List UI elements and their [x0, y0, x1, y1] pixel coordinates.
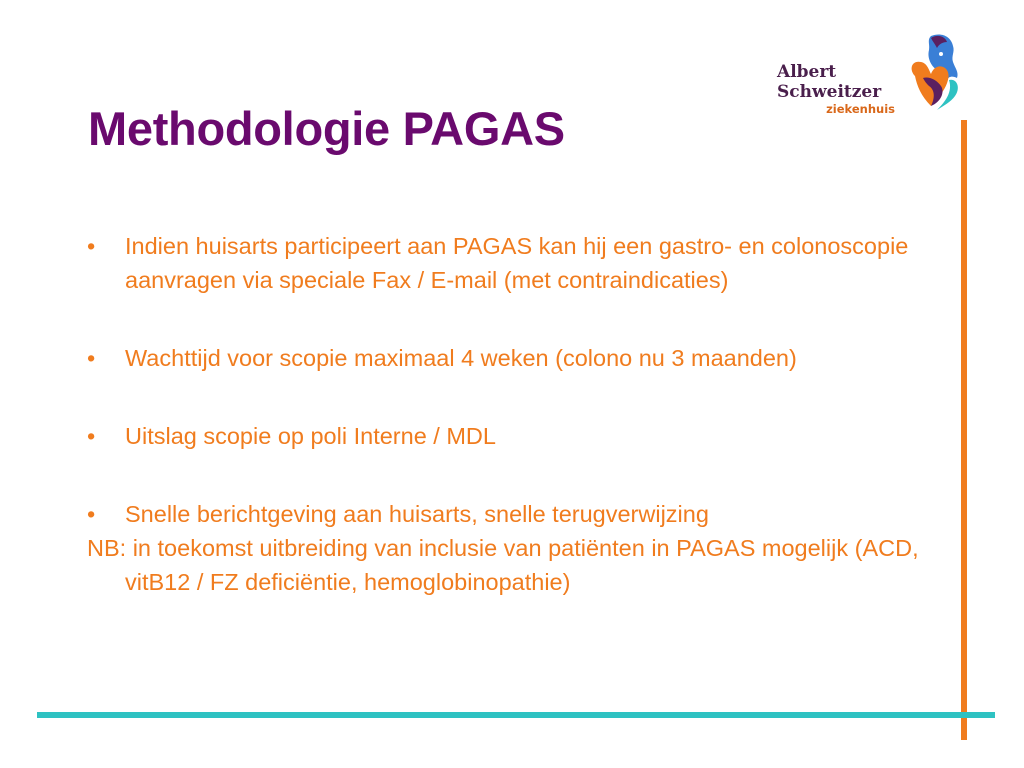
logo-line-albert: Albert	[777, 62, 837, 82]
slide-title: Methodologie PAGAS	[88, 102, 565, 155]
bullet-item	[87, 419, 927, 453]
bullet-text: Uitslag scopie op poli Interne / MDL	[125, 423, 496, 449]
bullet-item	[87, 497, 927, 531]
profile-heart-hand-icon	[901, 32, 965, 122]
bullet-text: Snelle berichtgeving aan huisarts, snelle terugverwijzing	[125, 501, 709, 527]
bullet-marker: •	[87, 233, 96, 259]
bullet-item	[87, 341, 927, 375]
note-paragraph: NB: in toekomst uitbreiding van inclusie van patiënten in PAGAS mogelijk (ACD, vitB12 / FZ deficiëntie, hemoglobinopathie)	[87, 535, 919, 595]
slide-content	[87, 229, 927, 599]
logo-line-ziekenhuis: ziekenhuis	[826, 102, 895, 116]
logo-line-schweitzer: Schweitzer	[777, 82, 882, 102]
bullet-marker: •	[87, 345, 96, 371]
horizontal-accent-rule	[37, 712, 995, 718]
bullet-marker: •	[87, 501, 96, 527]
vertical-accent-rule	[961, 120, 967, 740]
bullet-item	[87, 229, 927, 297]
logo-wordmark	[777, 62, 895, 116]
hospital-logo	[775, 32, 965, 122]
bullet-marker: •	[87, 423, 96, 449]
bullet-text: Wachttijd voor scopie maximaal 4 weken (colono nu 3 maanden)	[125, 345, 797, 371]
bullet-text: Indien huisarts participeert aan PAGAS kan hij een gastro- en colonoscopie aanvragen via speciale Fax / E-mail (met contraindicaties)	[125, 233, 909, 293]
bullet-list	[87, 229, 927, 531]
